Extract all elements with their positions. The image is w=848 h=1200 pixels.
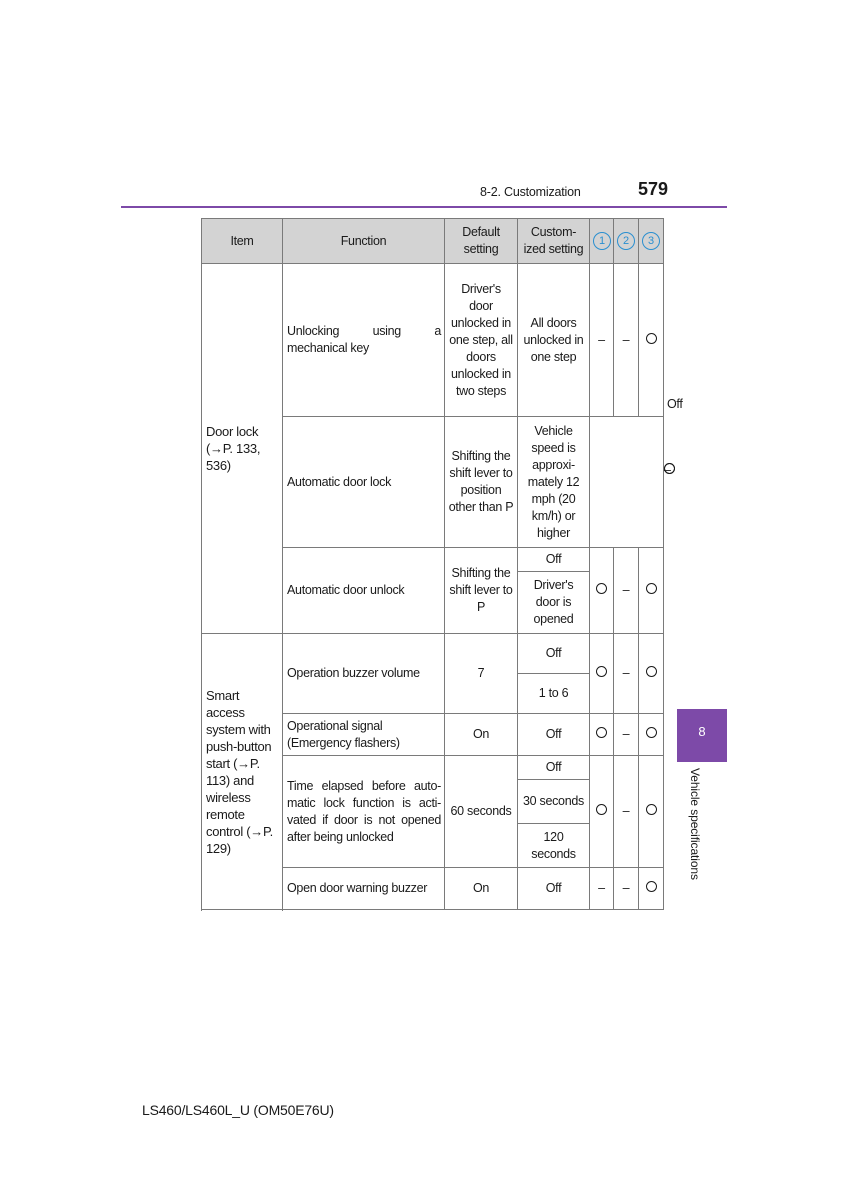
customization-table bbox=[201, 218, 683, 910]
default-cell: On bbox=[445, 868, 518, 910]
method-2-cell: – bbox=[614, 264, 639, 417]
circle-mark-icon bbox=[646, 666, 657, 677]
chapter-tab[interactable]: 8 bbox=[677, 709, 727, 762]
option-cell: 120 seconds bbox=[518, 824, 590, 868]
method-3-cell bbox=[639, 264, 664, 417]
method-1-cell: – bbox=[590, 868, 614, 910]
option-cell: Off bbox=[518, 756, 590, 780]
option-cell: All doors unlocked in one step bbox=[518, 264, 590, 417]
method-3-cell bbox=[639, 548, 664, 634]
function-cell: Time elapsed before auto-matic lock function is acti-vated if door is not opened after being unlocked bbox=[283, 756, 445, 868]
circle-mark-icon bbox=[646, 727, 657, 738]
default-cell: 60 seconds bbox=[445, 756, 518, 868]
method-2-cell: – bbox=[614, 756, 639, 868]
method-3-cell bbox=[639, 634, 664, 714]
circle-mark-icon bbox=[596, 727, 607, 738]
method-3-cell bbox=[639, 714, 664, 756]
method-1-cell: – bbox=[590, 264, 614, 417]
method-1-cell bbox=[590, 634, 614, 714]
table-row bbox=[202, 634, 664, 674]
table-row bbox=[202, 264, 664, 393]
circle-mark-icon bbox=[664, 463, 675, 474]
function-cell: Unlocking using a mechanical key bbox=[283, 264, 445, 417]
item-door-lock: Door lock (→P. 133, 536) bbox=[202, 264, 283, 634]
table-row: Off – bbox=[664, 397, 683, 477]
circle-mark-icon bbox=[596, 804, 607, 815]
default-cell: 7 bbox=[445, 634, 518, 714]
header-divider bbox=[121, 206, 727, 208]
method-3-cell bbox=[639, 868, 664, 910]
method-2-cell: – bbox=[614, 868, 639, 910]
header-customized-setting: Custom-ized setting bbox=[518, 219, 590, 264]
option-cell: Vehicle speed is approxi-mately 12 mph (20 km/h) or higher bbox=[518, 417, 590, 548]
function-cell: Automatic door lock bbox=[283, 417, 445, 548]
option-cell: 30 seconds bbox=[518, 780, 590, 824]
circled-number-1-icon: 1 bbox=[593, 232, 611, 250]
method-2-cell: – bbox=[614, 548, 639, 634]
header-default-setting: Default setting bbox=[445, 219, 518, 264]
circle-mark-icon bbox=[596, 583, 607, 594]
header-method-3 bbox=[639, 219, 664, 264]
option-cell: Off bbox=[518, 714, 590, 756]
circle-mark-icon bbox=[646, 881, 657, 892]
circled-number-3-icon: 3 bbox=[642, 232, 660, 250]
circle-mark-icon bbox=[646, 804, 657, 815]
table-header-row bbox=[202, 219, 664, 264]
method-2-cell: – bbox=[614, 634, 639, 714]
method-1-cell bbox=[590, 756, 614, 868]
section-title: 8-2. Customization bbox=[480, 185, 581, 199]
header-item: Item bbox=[202, 219, 283, 264]
chapter-tab-label: Vehicle specifications bbox=[688, 768, 702, 880]
method-2-cell: – bbox=[614, 714, 639, 756]
header-method-2 bbox=[614, 219, 639, 264]
option-cell: Off bbox=[518, 548, 590, 572]
function-cell: Automatic door unlock bbox=[283, 548, 445, 634]
default-cell: Shifting the shift lever to P bbox=[445, 548, 518, 634]
default-cell: On bbox=[445, 714, 518, 756]
circle-mark-icon bbox=[646, 583, 657, 594]
default-cell: Shifting the shift lever to position other than P bbox=[445, 417, 518, 548]
model-code: LS460/LS460L_U (OM50E76U) bbox=[142, 1102, 334, 1118]
circle-mark-icon bbox=[596, 666, 607, 677]
function-cell: Operational signal (Emergency flashers) bbox=[283, 714, 445, 756]
method-1-cell bbox=[590, 714, 614, 756]
method-1-cell bbox=[590, 548, 614, 634]
default-cell: Driver's door unlocked in one step, all doors unlocked in two steps bbox=[445, 264, 518, 417]
option-cell: Driver's door is opened bbox=[518, 572, 590, 634]
header-method-1 bbox=[590, 219, 614, 264]
option-cell: Off bbox=[518, 868, 590, 910]
header-function: Function bbox=[283, 219, 445, 264]
circled-number-2-icon: 2 bbox=[617, 232, 635, 250]
option-cell: Off bbox=[518, 634, 590, 674]
circle-mark-icon bbox=[646, 333, 657, 344]
function-cell: Open door warning buzzer bbox=[283, 868, 445, 910]
method-3-cell bbox=[639, 756, 664, 868]
page-number: 579 bbox=[638, 179, 669, 199]
item-smart-access: Smart access system with push-button start (→P. 113) and wireless remote control (→P. 129) bbox=[202, 634, 283, 910]
option-cell: 1 to 6 bbox=[518, 674, 590, 714]
function-cell: Operation buzzer volume bbox=[283, 634, 445, 714]
